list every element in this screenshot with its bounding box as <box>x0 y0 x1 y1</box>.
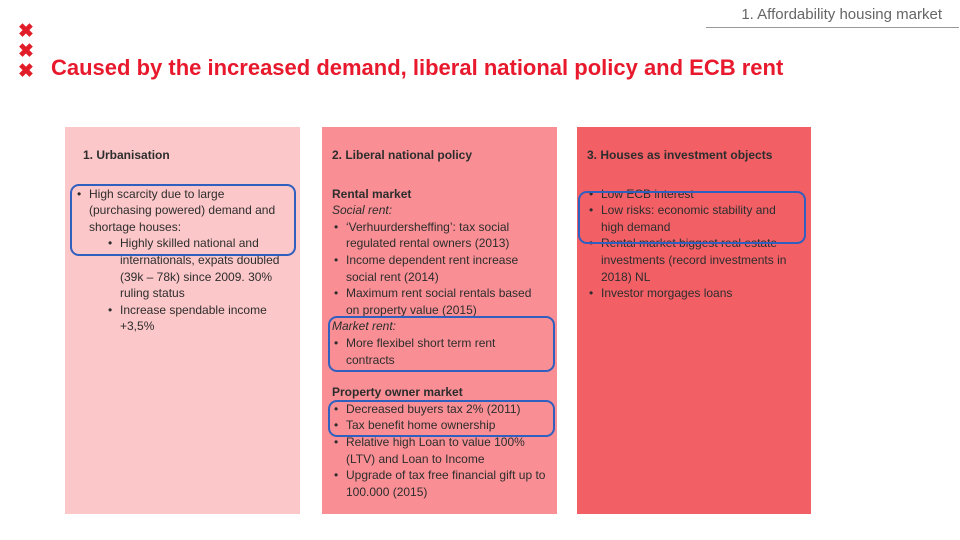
header-divider <box>706 27 959 28</box>
highlight-box-market-rent <box>328 316 555 372</box>
highlight-box-property-owner <box>328 400 555 437</box>
list-item: • Income dependent rent increase social rent (2014) <box>346 252 547 285</box>
column-title: 2. Liberal national policy <box>332 148 473 162</box>
highlight-box-ecb-risks <box>578 191 806 244</box>
column-title: 1. Urbanisation <box>83 148 170 162</box>
list-item: • Upgrade of tax free financial gift up to 100.000 (2015) <box>346 467 547 500</box>
section-label: 1. Affordability housing market <box>741 6 942 23</box>
list-item: • Low ECB interest <box>601 186 801 203</box>
bullet-list <box>332 219 547 319</box>
list-item: • Rental market biggest real estate investments (record investments in 2018) NL <box>601 235 801 285</box>
cross-mark-icon: ✖ <box>18 41 34 62</box>
list-item: • Relative high Loan to value 100% (LTV) and Loan to Income <box>346 434 547 467</box>
cross-mark-icon: ✖ <box>18 61 34 82</box>
cross-mark-icon: ✖ <box>18 21 34 42</box>
list-item: • Investor morgages loans <box>601 285 801 302</box>
subheading-social-rent: Social rent: <box>332 203 393 218</box>
section-heading-rental-market: Rental market <box>332 186 412 201</box>
list-item: • Increase spendable income +3,5% <box>120 302 290 335</box>
list-item: • High scarcity due to large (purchasing powered) demand and shortage houses: <box>89 186 290 236</box>
list-item: • ‘Verhuurdersheffing’: tax social regulated rental owners (2013) <box>346 219 547 252</box>
list-item: • Low risks: economic stability and high demand <box>601 202 801 235</box>
section-heading-property-owner: Property owner market <box>332 385 463 400</box>
subheading-market-rent: Market rent: <box>332 319 397 334</box>
list-item: • More flexibel short term rent contracts <box>346 335 547 368</box>
decorative-marks <box>18 22 38 82</box>
list-item: • Decreased buyers tax 2% (2011) <box>346 401 547 418</box>
column-title: 3. Houses as investment objects <box>587 148 773 162</box>
list-item: • Tax benefit home ownership <box>346 417 547 434</box>
column-investment-objects <box>577 127 811 514</box>
list-item: • Highly skilled national and internationals, expats doubled (39k – 78k) since 2009. 30% ruling status <box>120 235 290 301</box>
slide-title: Caused by the increased demand, liberal national policy and ECB rent <box>51 55 784 80</box>
list-item: • Maximum rent social rentals based on property value (2015) <box>346 285 547 318</box>
highlight-box-scarcity <box>70 184 296 256</box>
